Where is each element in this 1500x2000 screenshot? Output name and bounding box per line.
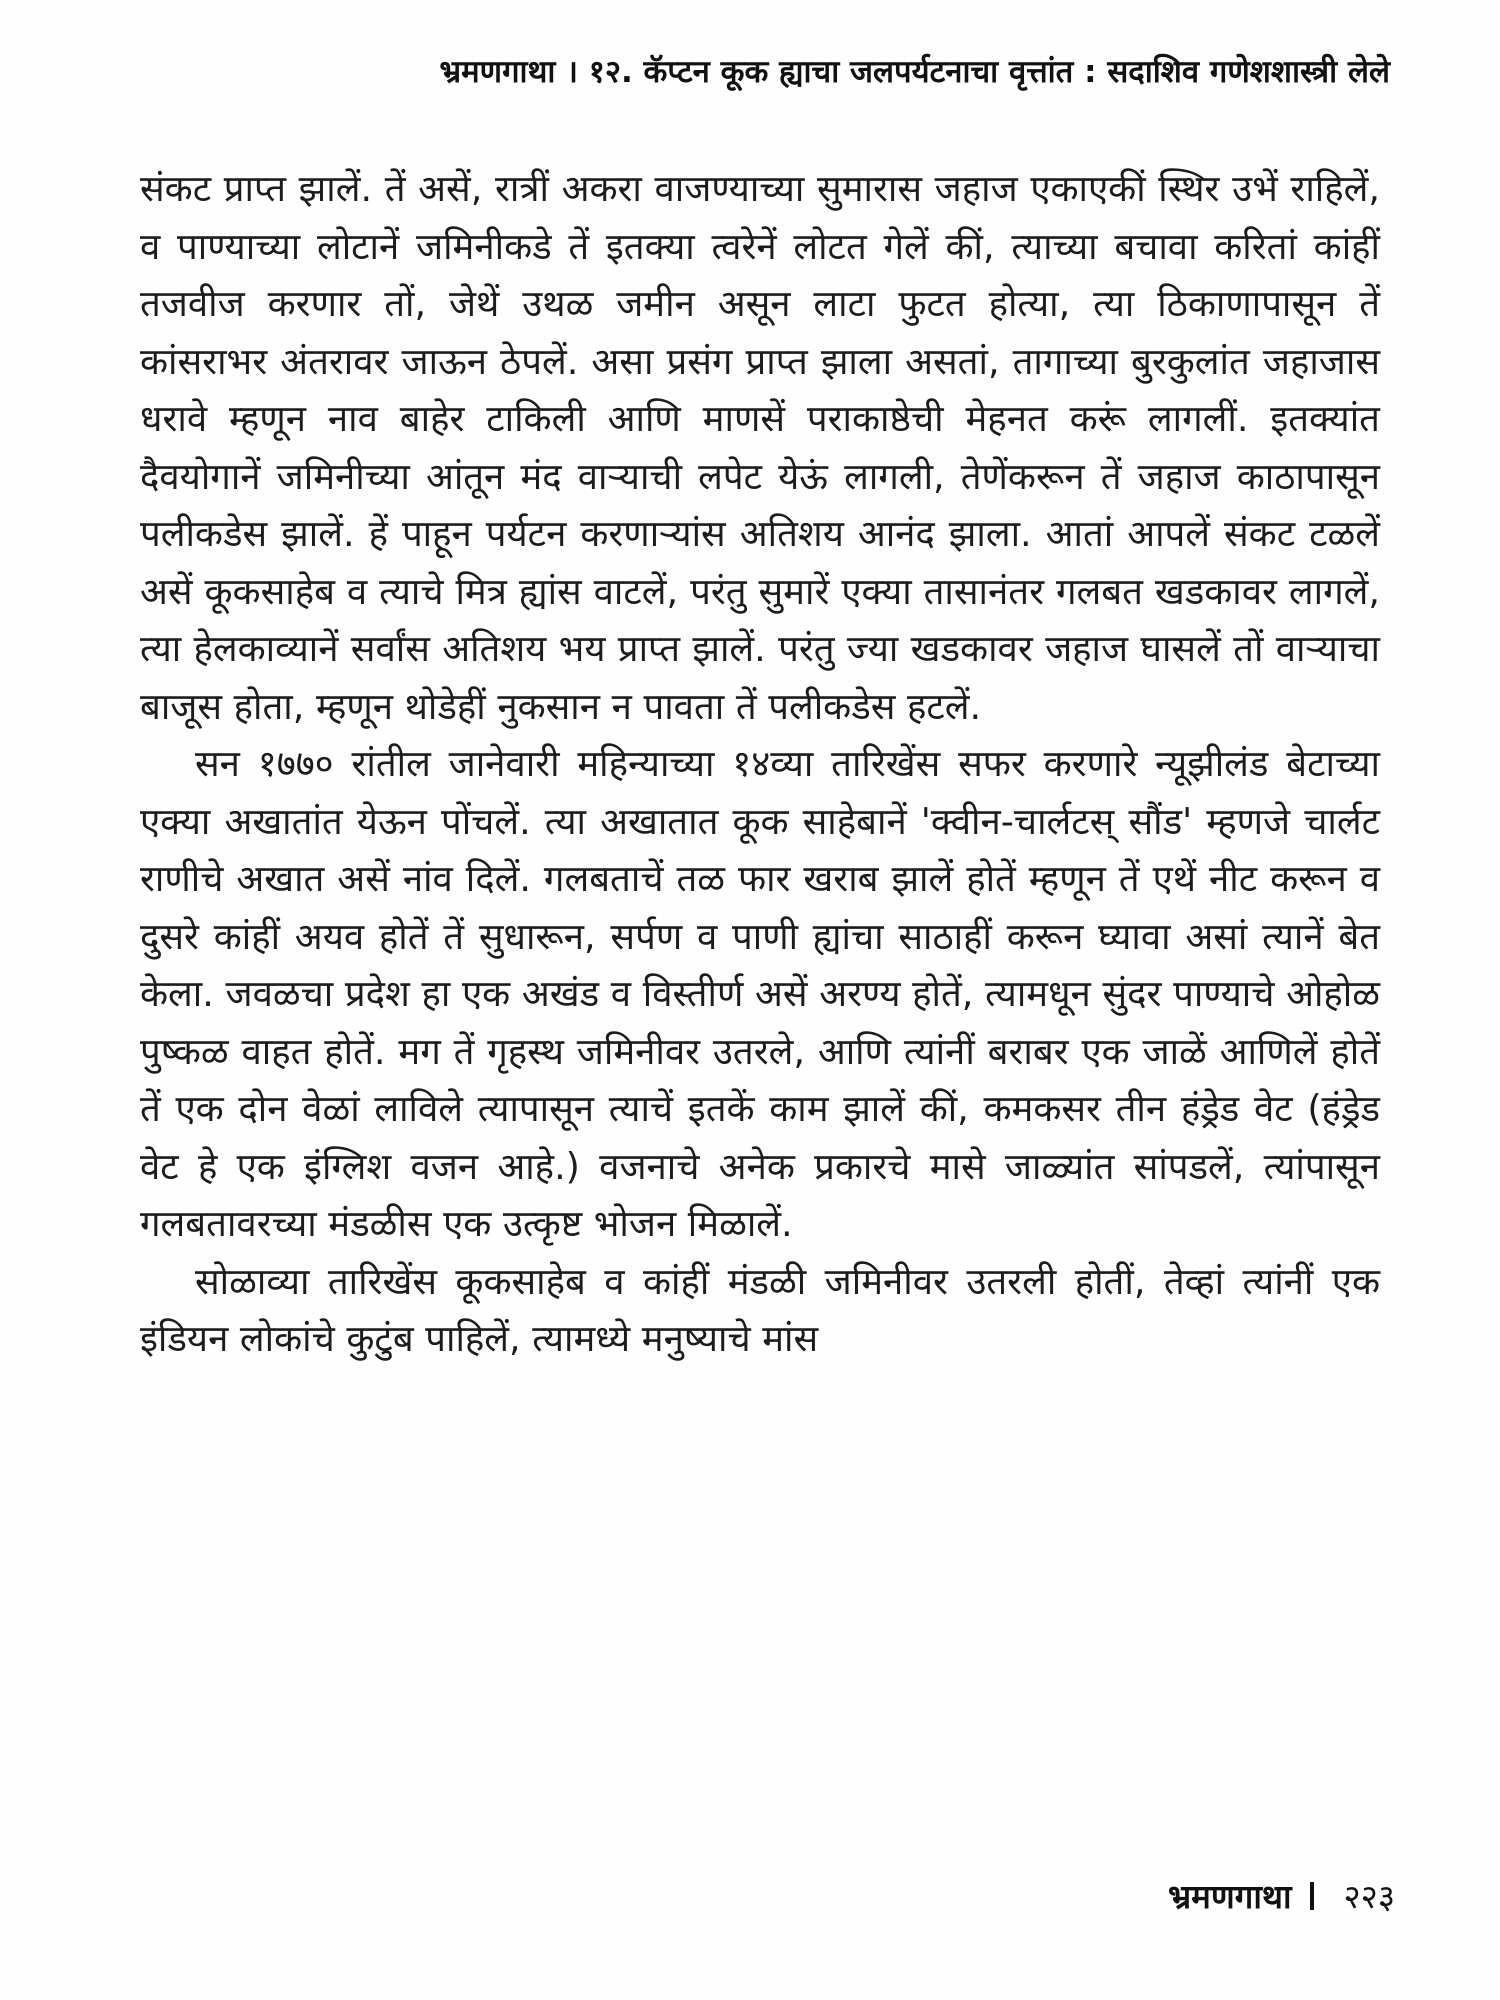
page-number: २२३ — [1343, 1877, 1395, 1916]
body-text — [140, 160, 1380, 1368]
running-header: भ्रमणगाथा । १२. कॅप्टन कूक ह्याचा जलपर्यटनाचा वृत्तांत : सदाशिव गणेशशास्त्री लेले — [439, 54, 1390, 90]
paragraph: सोळाव्या तारिखेंस कूकसाहेब व कांहीं मंडळी जमिनीवर उतरली होतीं, तेव्हां त्यांनीं एक इंडियन लोकांचे कुटुंब पाहिलें, त्यामध्ये मनुष्याचे मांस — [140, 1259, 1380, 1360]
paragraph-continued: संकट प्राप्त झालें. तें असें, रात्रीं अकरा वाजण्याच्या सुमारास जहाज एकाएकीं स्थिर उभें राहिलें, व पाण्याच्या लोटानें जमिनीकडे तें इतक्या त्वरेनें लोटत गेलें कीं, त्याच्या बचावा करितां कांहीं तजवीज करणार तों, जेथें उथळ जमीन असून लाटा फुटत होत्या, त्या ठिकाणापासून तें कांसराभर अंतरावर जाऊन ठेपलें. असा प्रसंग प्राप्त झाला असतां, तागाच्या बुरकुलांत जहाजास धरावे म्हणून नाव बाहेर टाकिली आणि माणसें पराकाष्ठेची मेहनत करूं लागलीं. इतक्यांत दैवयोगानें जमिनीच्या आंतून मंद वाऱ्याची लपेट येऊं लागली, तेणेंकरून तें जहाज काठापासून पलीकडेस झालें. हें पाहून पर्यटन करणाऱ्यांस अतिशय आनंद झाला. आतां आपलें संकट टळलें असें कूकसाहेब व त्याचे मित्र ह्यांस वाटलें, परंतु सुमारें एक्या तासानंतर गलबत खडकावर लागलें, त्या हेलकाव्यानें सर्वांस अतिशय भय प्राप्त झालें. परंतु ज्या खडकावर जहाज घासलें तों वाऱ्याचा बाजूस होता, म्हणून थोडेहीं नुकसान न पावता तें पलीकडेस हटलें. — [140, 167, 1380, 728]
footer-book-title: भ्रमणगाथा — [1167, 1877, 1292, 1916]
page-footer — [900, 1875, 1395, 1919]
footer-separator — [1310, 1882, 1314, 1910]
paragraph: सन १७७० रांतील जानेवारी महिन्याच्या १४व्या तारिखेंस सफर करणारे न्यूझीलंड बेटाच्या एक्या अखातांत येऊन पोंचलें. त्या अखातात कूक साहेबानें 'क्वीन-चार्लटस् सौंड' म्हणजे चार्लट राणीचे अखात असें नांव दिलें. गलबताचें तळ फार खराब झालें होतें म्हणून तें एथें नीट करून व दुसरे कांहीं अयव होतें तें सुधारून, सर्पण व पाणी ह्यांचा साठाहीं करून घ्यावा असां त्यानें बेत केला. जवळचा प्रदेश हा एक अखंड व विस्तीर्ण असें अरण्य होतें, त्यामधून सुंदर पाण्याचे ओहोळ पुष्कळ वाहत होतें. मग तें गृहस्थ जमिनीवर उतरले, आणि त्यांनीं बराबर एक जाळें आणिलें होतें तें एक दोन वेळां लाविले त्यापासून त्याचें इतकें काम झालें कीं, कमकसर तीन हंड्रेड वेट (हंड्रेड वेट हे एक इंग्लिश वजन आहे.) वजनाचे अनेक प्रकारचे मासे जाळ्यांत सांपडलें, त्यांपासून गलबतावरच्या मंडळीस एक उत्कृष्ट भोजन मिळालें. — [140, 742, 1380, 1245]
